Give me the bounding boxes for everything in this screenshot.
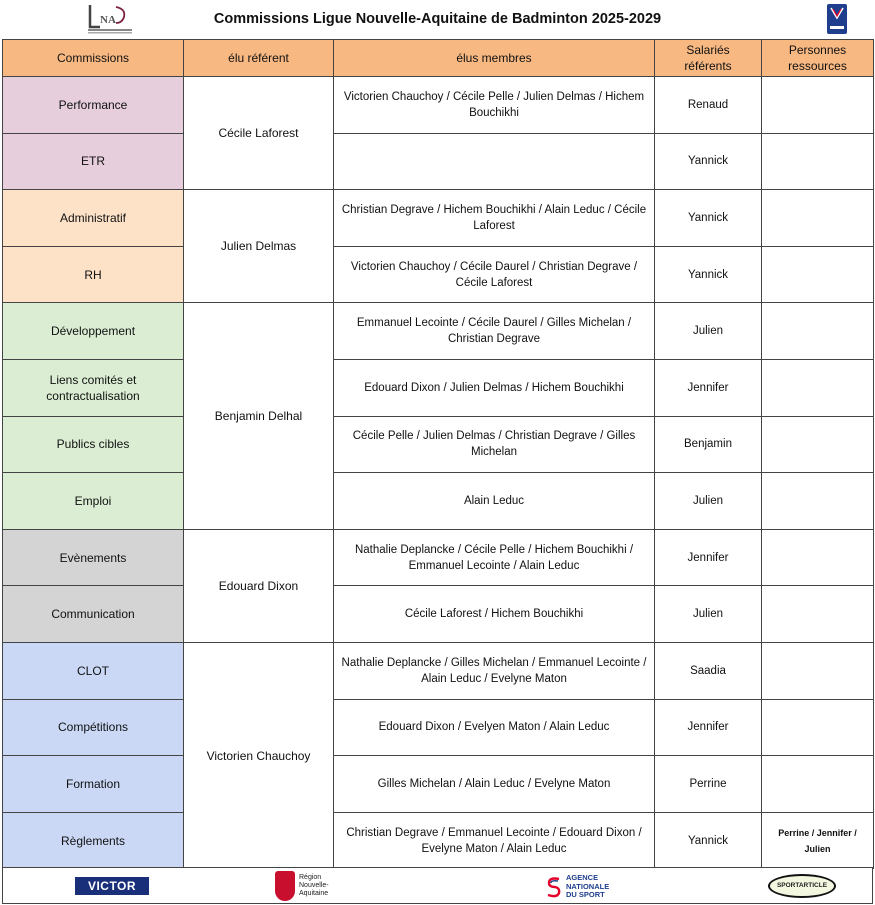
commission-cell: Formation <box>3 756 184 813</box>
ans-line: AGENCE <box>566 873 599 882</box>
staff-cell: Perrine <box>655 756 762 813</box>
resources-cell <box>762 359 874 416</box>
page-header <box>0 0 875 38</box>
staff-cell: Jennifer <box>655 529 762 586</box>
svg-text:NA: NA <box>100 14 116 26</box>
resources-cell <box>762 529 874 586</box>
commission-cell: RH <box>3 246 184 303</box>
resources-cell <box>762 77 874 134</box>
members-cell: Edouard Dixon / Julien Delmas / Hichem Bouchikhi <box>334 359 655 416</box>
table-row <box>3 416 874 473</box>
resources-cell <box>762 586 874 643</box>
commission-cell: Développement <box>3 303 184 360</box>
table-row <box>3 642 874 699</box>
region-line: Région <box>299 874 322 881</box>
commission-cell: ETR <box>3 133 184 190</box>
resources-cell <box>762 133 874 190</box>
region-nouvelle-aquitaine-logo <box>275 871 339 901</box>
table-row <box>3 77 874 134</box>
commission-cell: Administratif <box>3 190 184 247</box>
commission-cell: Compétitions <box>3 699 184 756</box>
resources-cell <box>762 642 874 699</box>
members-cell: Nathalie Deplancke / Cécile Pelle / Hichem Bouchikhi / Emmanuel Lecointe / Alain Leduc <box>334 529 655 586</box>
resources-cell <box>762 699 874 756</box>
ans-mark-icon <box>546 875 562 899</box>
table-row <box>3 190 874 247</box>
staff-cell: Yannick <box>655 190 762 247</box>
table-row <box>3 473 874 530</box>
referent-cell: Cécile Laforest <box>184 77 334 190</box>
staff-cell: Renaud <box>655 77 762 134</box>
commissions-table <box>2 39 874 869</box>
staff-cell: Julien <box>655 586 762 643</box>
members-cell: Emmanuel Lecointe / Cécile Daurel / Gilles Michelan / Christian Degrave <box>334 303 655 360</box>
commission-cell: Emploi <box>3 473 184 530</box>
members-cell: Christian Degrave / Hichem Bouchikhi / Alain Leduc / Cécile Laforest <box>334 190 655 247</box>
members-cell: Victorien Chauchoy / Cécile Daurel / Christian Degrave / Cécile Laforest <box>334 246 655 303</box>
members-cell <box>334 133 655 190</box>
commission-cell: CLOT <box>3 642 184 699</box>
referent-cell: Benjamin Delhal <box>184 303 334 529</box>
staff-cell: Jennifer <box>655 359 762 416</box>
referent-cell: Edouard Dixon <box>184 529 334 642</box>
resources-cell <box>762 756 874 813</box>
staff-cell: Yannick <box>655 133 762 190</box>
commission-cell: Règlements <box>3 812 184 869</box>
resources-cell <box>762 190 874 247</box>
victor-logo: VICTOR <box>75 877 149 895</box>
commission-cell: Performance <box>3 77 184 134</box>
table-row <box>3 529 874 586</box>
header-elu-referent: élu référent <box>184 40 334 77</box>
members-cell: Nathalie Deplancke / Gilles Michelan / Emmanuel Lecointe / Alain Leduc / Evelyne Maton <box>334 642 655 699</box>
header-salaries-referents: Salariés référents <box>655 40 762 77</box>
agence-nationale-du-sport-logo <box>546 873 646 901</box>
resources-cell: Perrine / Jennifer / Julien <box>762 812 874 869</box>
staff-cell: Saadia <box>655 642 762 699</box>
staff-cell: Julien <box>655 473 762 530</box>
ans-line: DU SPORT <box>566 890 605 899</box>
table-row <box>3 133 874 190</box>
header-commissions: Commissions <box>3 40 184 77</box>
members-cell: Gilles Michelan / Alain Leduc / Evelyne Maton <box>334 756 655 813</box>
staff-cell: Yannick <box>655 812 762 869</box>
table-row <box>3 586 874 643</box>
page-title: Commissions Ligue Nouvelle-Aquitaine de Badminton 2025-2029 <box>213 11 662 27</box>
table-row <box>3 303 874 360</box>
members-cell: Edouard Dixon / Evelyen Maton / Alain Leduc <box>334 699 655 756</box>
sponsors-footer <box>2 867 873 904</box>
referent-cell: Julien Delmas <box>184 190 334 303</box>
commission-cell: Publics cibles <box>3 416 184 473</box>
resources-cell <box>762 473 874 530</box>
table-row <box>3 246 874 303</box>
region-shield-icon <box>275 871 295 901</box>
referent-cell: Victorien Chauchoy <box>184 642 334 868</box>
members-cell: Christian Degrave / Emmanuel Lecointe / Edouard Dixon / Evelyne Maton / Alain Leduc <box>334 812 655 869</box>
table-row <box>3 699 874 756</box>
ffbad-logo <box>827 4 847 34</box>
staff-cell: Jennifer <box>655 699 762 756</box>
resources-cell <box>762 303 874 360</box>
table-row <box>3 812 874 869</box>
members-cell: Cécile Laforest / Hichem Bouchikhi <box>334 586 655 643</box>
commission-cell: Evènements <box>3 529 184 586</box>
sportarticle-logo: SPORTARTICLE <box>768 874 836 898</box>
header-elus-membres: élus membres <box>334 40 655 77</box>
staff-cell: Yannick <box>655 246 762 303</box>
resources-cell <box>762 246 874 303</box>
commission-cell: Communication <box>3 586 184 643</box>
table-row <box>3 359 874 416</box>
members-cell: Cécile Pelle / Julien Delmas / Christian Degrave / Gilles Michelan <box>334 416 655 473</box>
ans-line: NATIONALE <box>566 881 610 891</box>
commission-cell: Liens comités et contractualisation <box>3 359 184 416</box>
region-line: Nouvelle- <box>299 882 329 889</box>
table-row <box>3 756 874 813</box>
resources-cell <box>762 416 874 473</box>
staff-cell: Benjamin <box>655 416 762 473</box>
region-line: Aquitaine <box>299 890 329 897</box>
staff-cell: Julien <box>655 303 762 360</box>
members-cell: Alain Leduc <box>334 473 655 530</box>
header-personnes-ressources: Personnes ressources <box>762 40 874 77</box>
members-cell: Victorien Chauchoy / Cécile Pelle / Julien Delmas / Hichem Bouchikhi <box>334 77 655 134</box>
